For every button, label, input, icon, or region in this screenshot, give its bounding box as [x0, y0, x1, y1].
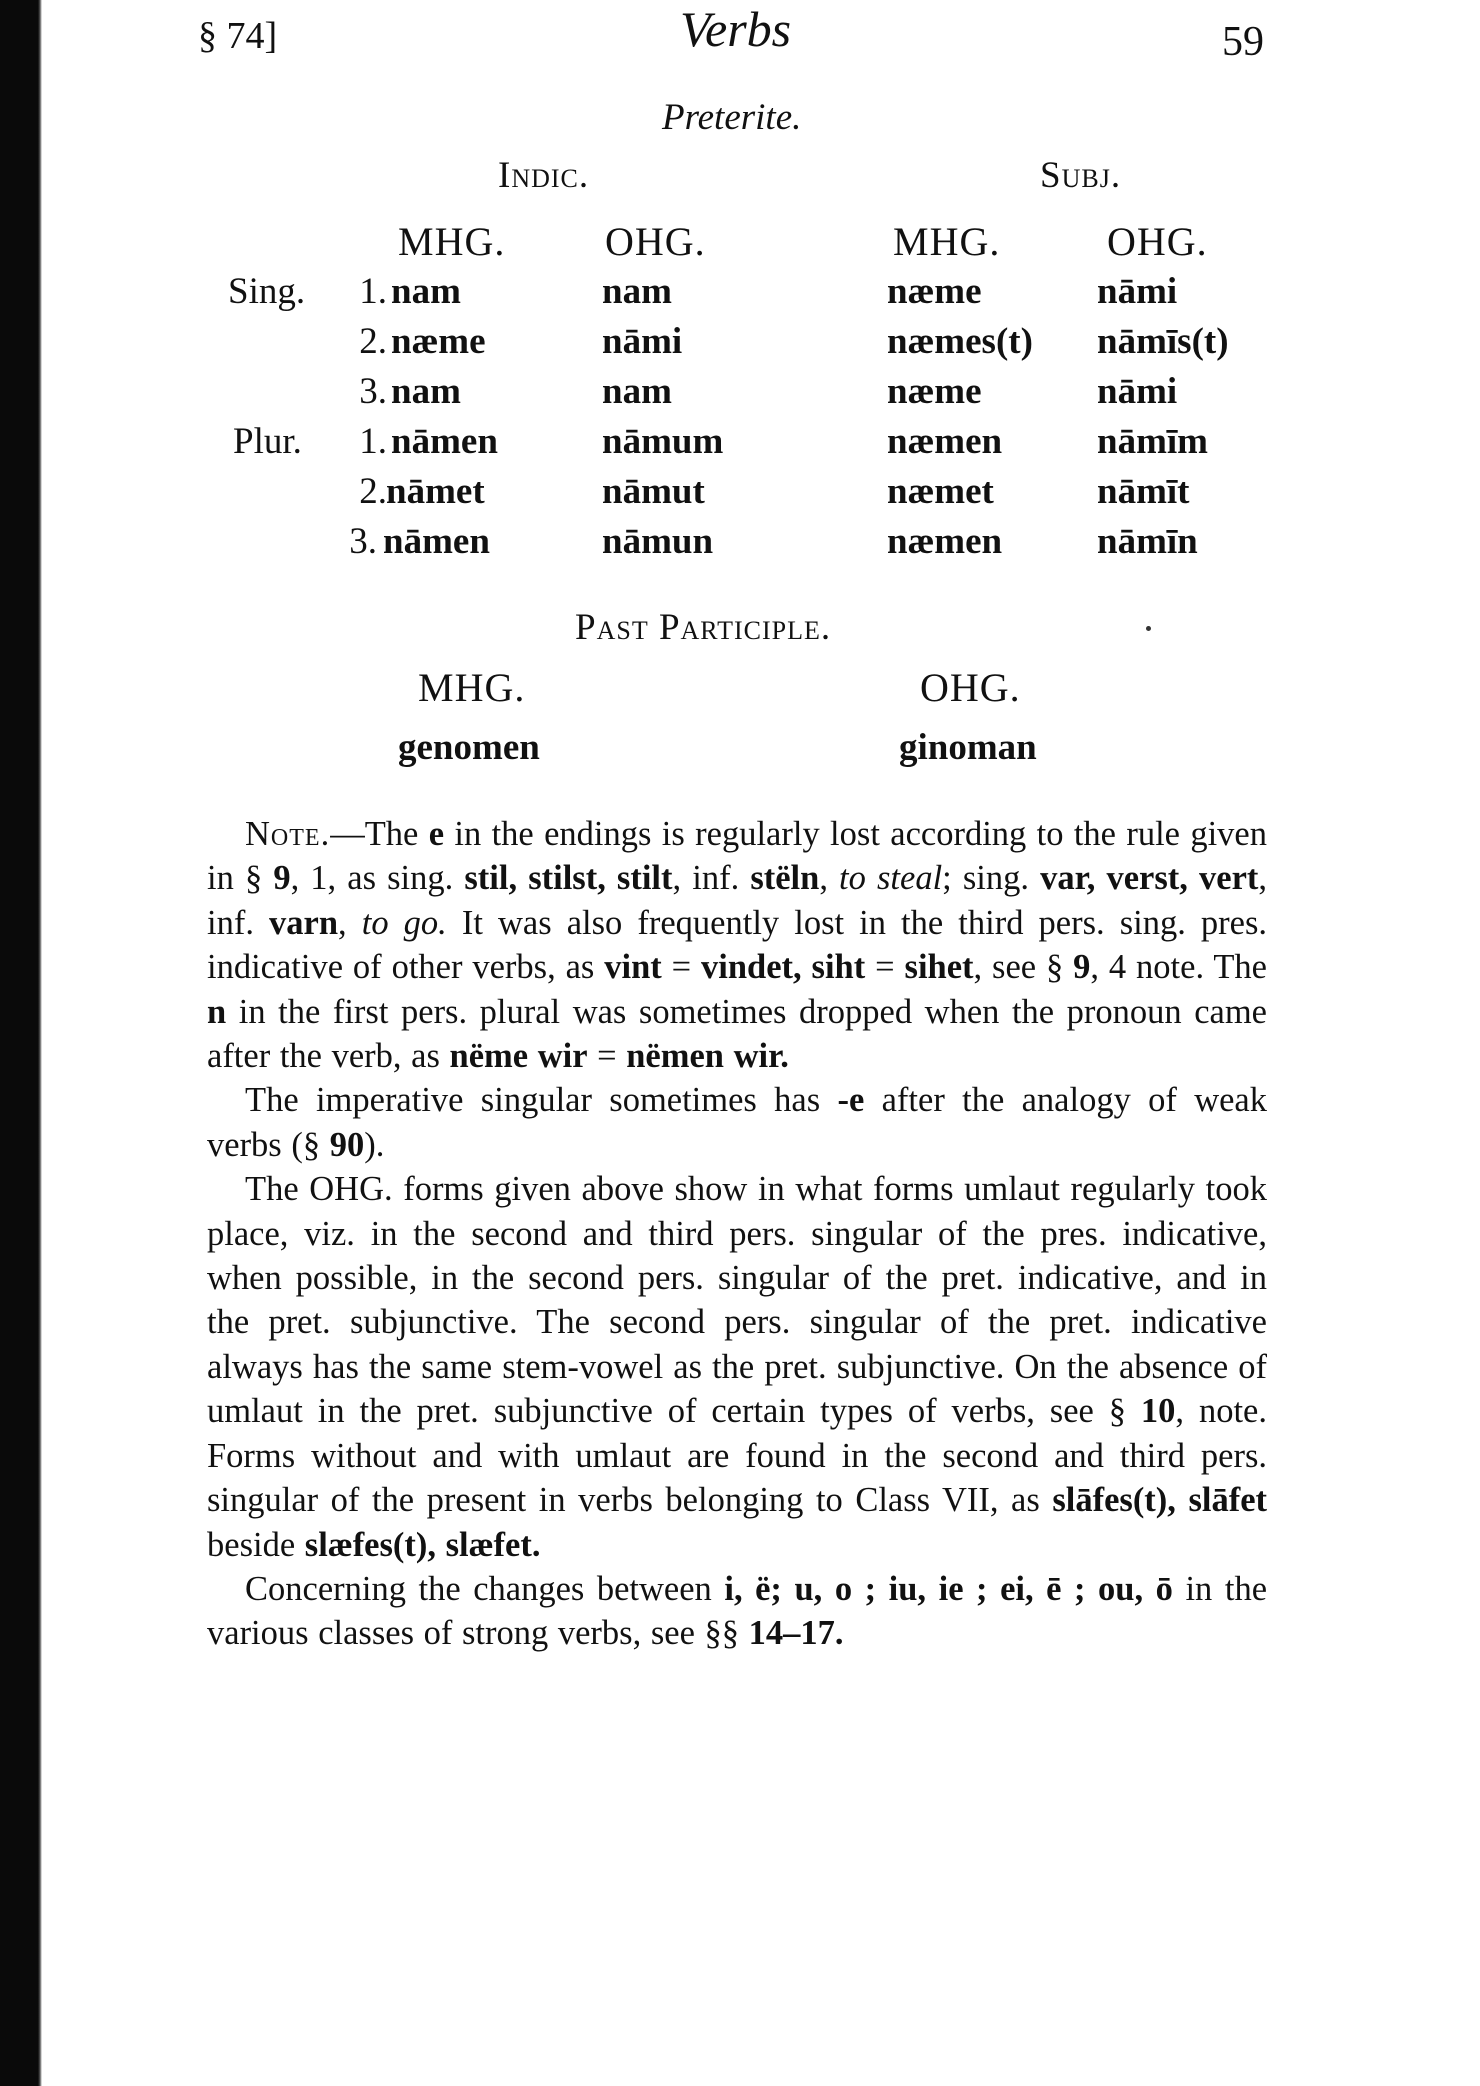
page-number: 59 [1222, 19, 1264, 65]
indic-mhg-form: næme [391, 321, 486, 362]
subj-mhg-form: næmet [887, 471, 994, 512]
row-group-label: Plur. [233, 421, 302, 462]
row-person-number: 2. [359, 321, 387, 362]
bold-term: vindet, siht [701, 948, 866, 987]
bold-term: 9 [273, 859, 291, 898]
bold-term: e [428, 815, 445, 853]
stray-dot [1146, 626, 1151, 631]
subj-mhg-form: næmen [887, 521, 1003, 562]
bold-term: n [207, 992, 227, 1031]
subjunctive-label: Subj. [1040, 155, 1122, 196]
bold-term: sihet [904, 948, 974, 987]
participle-ohg-header: OHG. [920, 665, 1021, 710]
indic-ohg-form: nāmi [602, 321, 683, 362]
row-person-number: 3. [359, 371, 387, 412]
subj-mhg-form: næmen [887, 421, 1003, 462]
indic-ohg-form: nam [602, 271, 672, 312]
bold-term: slāfes(t), slāfet [1052, 1481, 1267, 1520]
indic-ohg-form: nam [602, 371, 672, 412]
bold-term: varn [269, 903, 339, 942]
bold-term: 10 [1140, 1392, 1176, 1431]
subj-mhg-form: næme [887, 371, 982, 412]
bold-term: 90 [329, 1125, 365, 1164]
row-person-number: 3. [349, 521, 377, 562]
bold-term: -e [837, 1081, 865, 1120]
bold-term: 9 [1073, 948, 1091, 987]
subj-ohg-form: nāmi [1097, 371, 1178, 412]
bold-term: nëmen wir. [626, 1037, 789, 1076]
indic-ohg-form: nāmun [602, 521, 714, 562]
participle-mhg-form: genomen [398, 727, 540, 768]
indic-ohg-form: nāmut [602, 471, 705, 512]
bold-term: stëln [750, 859, 820, 898]
row-person-number: 1. [359, 421, 387, 462]
subj-mhg-header: MHG. [893, 219, 1001, 264]
subj-ohg-header: OHG. [1107, 219, 1208, 264]
bold-term: stil, stilst, stilt [464, 859, 673, 898]
bold-term: nëme wir [449, 1037, 588, 1076]
note-paragraph-3: The OHG. forms given above show in what forms umlaut regularly took place, viz. in the second and third pers. singular of the pres. indicative, when possible, in the second pers. singular of the pret. indicative, and in the pret. subjunctive. The second pers. singular of the pret. indicative always has the same stem-vowel as the pret. subjunctive. On the absence of umlaut in the pret. subjunctive of certain types of verbs, see § 10, note. Forms without and with umlaut are found in the second and third pers. singular of the present in verbs belonging to Class VII, as slāfes(t), slāfet beside slæfes(t), slæfet. [207, 1170, 1267, 1564]
subj-ohg-form: nāmīm [1097, 421, 1208, 462]
subj-ohg-form: nāmīt [1097, 471, 1190, 512]
indic-mhg-form: nam [391, 371, 461, 412]
section-reference: § 74] [198, 15, 278, 57]
participle-mhg-header: MHG. [418, 665, 526, 710]
note-paragraph-1: Note.—The e in the endings is regularly lost according to the rule given in § 9, 1, as sing. stil, stilst, stilt, inf. stëln, to steal; sing. var, verst, vert, inf. varn, to go. It was also frequently lost in the third pers. sing. pres. indicative of other verbs, as vint = vindet, siht = sihet, see § 9, 4 note. The n in the first pers. plural was sometimes dropped when the pronoun came after the verb, as nëme wir = nëmen wir. [207, 815, 1268, 1076]
book-spine-shadow [0, 0, 42, 2086]
indic-mhg-header: MHG. [398, 219, 506, 264]
preterite-caption: Preterite. [662, 97, 802, 138]
row-person-number: 2. [359, 471, 387, 512]
note-paragraph-4: Concerning the changes between i, ë; u, o ; iu, ie ; ei, ē ; ou, ō in the various classes of strong verbs, see §§ 14–17. [207, 1569, 1268, 1653]
bold-term: 14–17. [748, 1614, 844, 1653]
indic-mhg-form: nam [391, 271, 461, 312]
running-title: Verbs [680, 1, 792, 57]
subj-ohg-form: nāmīn [1097, 521, 1198, 562]
note-paragraph-2: The imperative singular sometimes has -e after the analogy of weak verbs (§ 90). [207, 1081, 1267, 1164]
indic-mhg-form: nāmen [383, 521, 490, 562]
indic-ohg-form: nāmum [602, 421, 724, 462]
subj-mhg-form: næmes(t) [887, 321, 1033, 362]
subj-mhg-form: næme [887, 271, 982, 312]
note-text [207, 812, 1267, 1656]
bold-term: slæfes(t), slæfet. [304, 1525, 541, 1564]
italic-gloss: to steal [839, 859, 943, 898]
participle-ohg-form: ginoman [899, 727, 1037, 768]
italic-gloss: to go. [361, 903, 447, 942]
indic-mhg-form: nāmen [391, 421, 498, 462]
note-label: Note. [245, 815, 331, 853]
bold-term: var, verst, vert [1040, 859, 1259, 898]
row-group-label: Sing. [228, 271, 306, 312]
bold-term: vint [604, 948, 662, 987]
past-participle-caption: Past Participle. [575, 607, 832, 648]
row-person-number: 1. [359, 271, 387, 312]
bold-term: i, ë; u, o ; iu, ie ; ei, ē ; ou, ō [724, 1569, 1173, 1608]
indic-ohg-header: OHG. [605, 219, 706, 264]
subj-ohg-form: nāmīs(t) [1097, 321, 1229, 362]
indic-mhg-form: nāmet [386, 471, 485, 512]
subj-ohg-form: nāmi [1097, 271, 1178, 312]
indicative-label: Indic. [498, 155, 590, 196]
